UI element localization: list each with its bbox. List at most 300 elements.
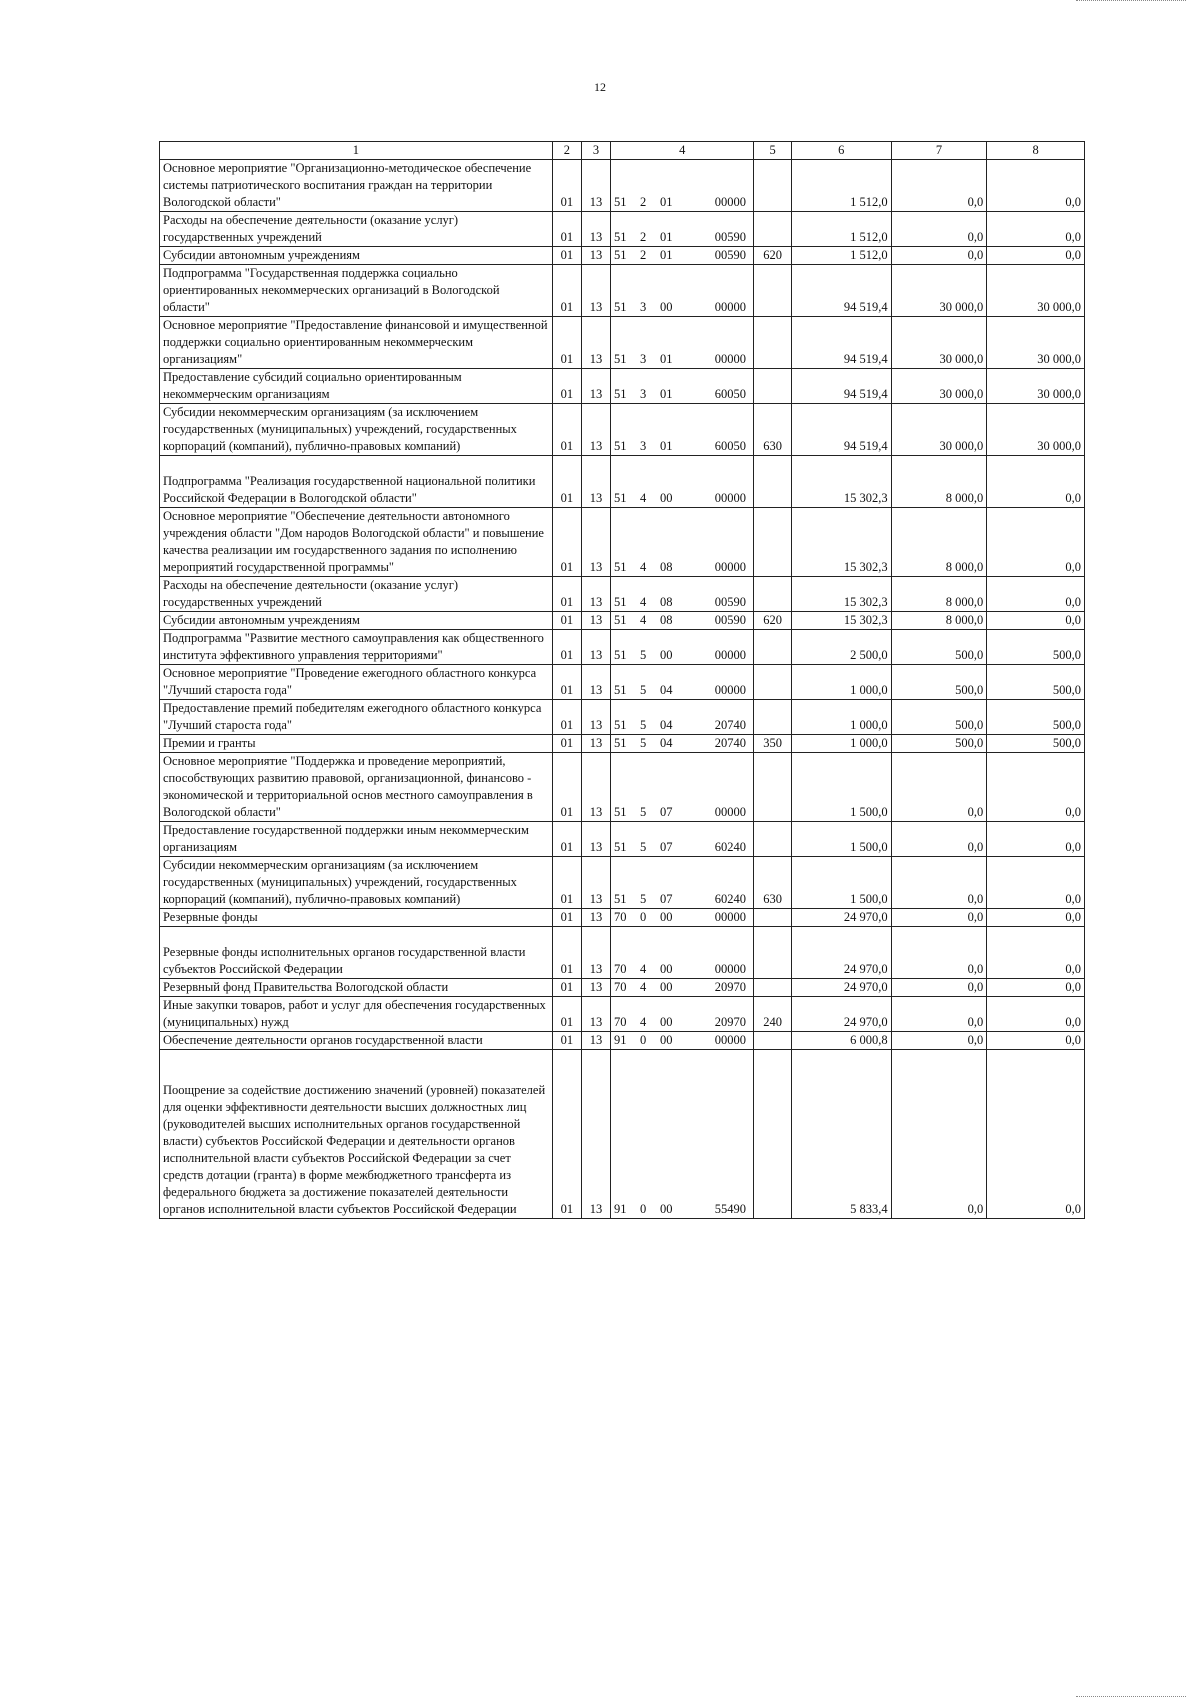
row-amount-cell: 24 970,0: [791, 997, 891, 1032]
target-article-part-2: 3: [640, 352, 647, 366]
row-name-cell: Основное мероприятие "Предоставление финансовой и имущественной поддержки социально ориентированным некоммерческим организациям": [160, 317, 553, 369]
row-target-article-cell: [611, 665, 754, 700]
row-section-cell: 01: [552, 753, 581, 822]
header-col-7: 7: [891, 142, 987, 160]
target-article-part-2: 0: [640, 1033, 647, 1047]
row-section-cell: 01: [552, 1050, 581, 1219]
row-amount-cell: 94 519,4: [791, 317, 891, 369]
row-expense-type-cell: [754, 265, 791, 317]
row-name-cell: Основное мероприятие "Обеспечение деятельности автономного учреждения области "Дом народов Вологодской области" и повышение качества реализации им государственного задания по исполнению мероприятий государственной программы": [160, 508, 553, 577]
row-amount-cell: 0,0: [987, 753, 1085, 822]
target-article-part-3: 01: [660, 195, 673, 209]
target-article-part-4: 20970: [714, 1015, 747, 1029]
row-amount-cell: 0,0: [891, 160, 987, 212]
target-article-part-4: 00000: [714, 195, 747, 209]
scan-edge-mark-bottom: [1076, 1693, 1186, 1697]
row-amount-cell: 0,0: [987, 1050, 1085, 1219]
target-article-part-1: 51: [614, 892, 627, 906]
row-amount-cell: 15 302,3: [791, 456, 891, 508]
target-article-part-1: 91: [614, 1202, 627, 1216]
row-section-cell: 01: [552, 735, 581, 753]
row-amount-cell: 0,0: [891, 909, 987, 927]
row-target-article-cell: [611, 822, 754, 857]
row-section-cell: 01: [552, 456, 581, 508]
target-article-part-4: 00590: [714, 613, 747, 627]
row-name-cell: Субсидии некоммерческим организациям (за исключением государственных (муниципальных) учреждений, государственных корпораций (компаний), публично-правовых компаний): [160, 404, 553, 456]
row-subsection-cell: 13: [581, 247, 610, 265]
header-col-5: 5: [754, 142, 791, 160]
row-expense-type-cell: 620: [754, 612, 791, 630]
row-expense-type-cell: [754, 909, 791, 927]
row-amount-cell: 0,0: [987, 212, 1085, 247]
row-amount-cell: 8 000,0: [891, 612, 987, 630]
row-section-cell: 01: [552, 508, 581, 577]
target-article-part-1: 51: [614, 840, 627, 854]
row-section-cell: 01: [552, 927, 581, 979]
row-subsection-cell: 13: [581, 822, 610, 857]
target-article-part-1: 70: [614, 962, 627, 976]
target-article-part-3: 07: [660, 892, 673, 906]
row-target-article-cell: [611, 1050, 754, 1219]
target-article-part-2: 4: [640, 613, 647, 627]
table-row: [160, 700, 1085, 735]
target-article-part-2: 5: [640, 840, 647, 854]
row-amount-cell: 1 512,0: [791, 247, 891, 265]
row-expense-type-cell: [754, 630, 791, 665]
row-subsection-cell: 13: [581, 456, 610, 508]
row-name-cell: Премии и гранты: [160, 735, 553, 753]
table-header-row: [160, 142, 1085, 160]
row-amount-cell: 1 500,0: [791, 857, 891, 909]
row-amount-cell: 24 970,0: [791, 909, 891, 927]
target-article-part-4: 20970: [714, 980, 747, 994]
row-amount-cell: 0,0: [987, 456, 1085, 508]
target-article-part-1: 51: [614, 230, 627, 244]
row-target-article-cell: [611, 927, 754, 979]
row-target-article-cell: [611, 612, 754, 630]
row-expense-type-cell: [754, 822, 791, 857]
row-amount-cell: 0,0: [987, 612, 1085, 630]
target-article-part-4: 60050: [714, 387, 747, 401]
row-target-article-cell: [611, 753, 754, 822]
row-amount-cell: 24 970,0: [791, 927, 891, 979]
budget-table-body: [160, 142, 1085, 1219]
row-amount-cell: 94 519,4: [791, 404, 891, 456]
row-amount-cell: 1 500,0: [791, 822, 891, 857]
row-amount-cell: 94 519,4: [791, 369, 891, 404]
row-amount-cell: 0,0: [891, 927, 987, 979]
row-target-article-cell: [611, 997, 754, 1032]
row-amount-cell: 0,0: [891, 822, 987, 857]
target-article-part-2: 0: [640, 910, 647, 924]
table-row: [160, 909, 1085, 927]
target-article-part-4: 00000: [714, 1033, 747, 1047]
table-row: [160, 265, 1085, 317]
row-target-article-cell: [611, 508, 754, 577]
row-expense-type-cell: 620: [754, 247, 791, 265]
row-amount-cell: 30 000,0: [987, 265, 1085, 317]
budget-table: [159, 141, 1085, 1219]
row-subsection-cell: 13: [581, 979, 610, 997]
row-subsection-cell: 13: [581, 927, 610, 979]
target-article-part-1: 70: [614, 1015, 627, 1029]
row-amount-cell: 500,0: [891, 665, 987, 700]
row-name-cell: Предоставление премий победителям ежегодного областного конкурса "Лучший староста года": [160, 700, 553, 735]
row-amount-cell: 500,0: [987, 735, 1085, 753]
row-section-cell: 01: [552, 265, 581, 317]
target-article-part-2: 4: [640, 595, 647, 609]
row-amount-cell: 8 000,0: [891, 508, 987, 577]
target-article-part-3: 01: [660, 387, 673, 401]
row-target-article-cell: [611, 577, 754, 612]
target-article-part-4: 00590: [714, 248, 747, 262]
target-article-part-3: 01: [660, 439, 673, 453]
target-article-part-1: 51: [614, 718, 627, 732]
target-article-part-1: 51: [614, 248, 627, 262]
row-target-article-cell: [611, 979, 754, 997]
row-target-article-cell: [611, 247, 754, 265]
row-amount-cell: 500,0: [987, 700, 1085, 735]
target-article-part-2: 5: [640, 892, 647, 906]
row-amount-cell: 0,0: [987, 979, 1085, 997]
table-row: [160, 979, 1085, 997]
row-amount-cell: 30 000,0: [987, 404, 1085, 456]
row-expense-type-cell: [754, 1050, 791, 1219]
row-expense-type-cell: 350: [754, 735, 791, 753]
table-row: [160, 753, 1085, 822]
row-subsection-cell: 13: [581, 265, 610, 317]
row-name-cell: Резервные фонды: [160, 909, 553, 927]
row-name-cell: Предоставление субсидий социально ориентированным некоммерческим организациям: [160, 369, 553, 404]
row-section-cell: 01: [552, 160, 581, 212]
target-article-part-2: 4: [640, 1015, 647, 1029]
row-amount-cell: 0,0: [987, 577, 1085, 612]
row-amount-cell: 6 000,8: [791, 1032, 891, 1050]
row-target-article-cell: [611, 404, 754, 456]
row-name-cell: Субсидии автономным учреждениям: [160, 247, 553, 265]
row-amount-cell: 0,0: [987, 822, 1085, 857]
row-expense-type-cell: [754, 369, 791, 404]
row-subsection-cell: 13: [581, 997, 610, 1032]
target-article-part-4: 60240: [714, 892, 747, 906]
row-amount-cell: 500,0: [987, 665, 1085, 700]
row-name-cell: Расходы на обеспечение деятельности (оказание услуг) государственных учреждений: [160, 212, 553, 247]
scan-edge-mark: [1076, 0, 1186, 4]
row-name-cell: Основное мероприятие "Организационно-методическое обеспечение системы патриотического воспитания граждан на территории Вологодской области": [160, 160, 553, 212]
table-row: [160, 1032, 1085, 1050]
target-article-part-4: 00590: [714, 230, 747, 244]
row-name-cell: Основное мероприятие "Проведение ежегодного областного конкурса "Лучший староста года": [160, 665, 553, 700]
row-target-article-cell: [611, 630, 754, 665]
row-expense-type-cell: [754, 1032, 791, 1050]
target-article-part-2: 5: [640, 683, 647, 697]
row-amount-cell: 0,0: [891, 212, 987, 247]
row-amount-cell: 24 970,0: [791, 979, 891, 997]
row-target-article-cell: [611, 160, 754, 212]
row-amount-cell: 0,0: [987, 909, 1085, 927]
row-amount-cell: 2 500,0: [791, 630, 891, 665]
row-amount-cell: 1 512,0: [791, 160, 891, 212]
target-article-part-2: 3: [640, 439, 647, 453]
row-expense-type-cell: [754, 700, 791, 735]
row-amount-cell: 1 512,0: [791, 212, 891, 247]
target-article-part-2: 4: [640, 962, 647, 976]
row-section-cell: 01: [552, 247, 581, 265]
row-name-cell: Субсидии некоммерческим организациям (за исключением государственных (муниципальных) учреждений, государственных корпораций (компаний), публично-правовых компаний): [160, 857, 553, 909]
table-row: [160, 612, 1085, 630]
table-row: [160, 456, 1085, 508]
target-article-part-1: 51: [614, 595, 627, 609]
row-expense-type-cell: [754, 456, 791, 508]
target-article-part-3: 07: [660, 840, 673, 854]
row-subsection-cell: 13: [581, 1032, 610, 1050]
row-amount-cell: 30 000,0: [891, 369, 987, 404]
target-article-part-2: 2: [640, 195, 647, 209]
row-subsection-cell: 13: [581, 317, 610, 369]
row-expense-type-cell: [754, 927, 791, 979]
row-expense-type-cell: [754, 317, 791, 369]
target-article-part-1: 51: [614, 491, 627, 505]
row-expense-type-cell: [754, 508, 791, 577]
row-amount-cell: 15 302,3: [791, 612, 891, 630]
row-section-cell: 01: [552, 909, 581, 927]
target-article-part-4: 00000: [714, 491, 747, 505]
target-article-part-3: 00: [660, 962, 673, 976]
row-target-article-cell: [611, 369, 754, 404]
row-amount-cell: 0,0: [891, 857, 987, 909]
row-subsection-cell: 13: [581, 857, 610, 909]
target-article-part-1: 51: [614, 736, 627, 750]
row-subsection-cell: 13: [581, 909, 610, 927]
row-name-cell: Обеспечение деятельности органов государственной власти: [160, 1032, 553, 1050]
target-article-part-3: 04: [660, 718, 673, 732]
target-article-part-2: 3: [640, 300, 647, 314]
target-article-part-2: 2: [640, 248, 647, 262]
row-amount-cell: 500,0: [891, 630, 987, 665]
target-article-part-2: 5: [640, 718, 647, 732]
table-row: [160, 822, 1085, 857]
table-row: [160, 997, 1085, 1032]
target-article-part-3: 00: [660, 910, 673, 924]
row-target-article-cell: [611, 857, 754, 909]
row-target-article-cell: [611, 317, 754, 369]
target-article-part-3: 04: [660, 736, 673, 750]
row-subsection-cell: 13: [581, 735, 610, 753]
target-article-part-4: 60240: [714, 840, 747, 854]
header-col-3: 3: [581, 142, 610, 160]
row-amount-cell: 0,0: [987, 927, 1085, 979]
target-article-part-2: 5: [640, 805, 647, 819]
row-name-cell: Подпрограмма "Государственная поддержка социально ориентированных некоммерческих организаций в Вологодской области": [160, 265, 553, 317]
target-article-part-4: 20740: [714, 718, 747, 732]
table-row: [160, 927, 1085, 979]
row-expense-type-cell: [754, 979, 791, 997]
target-article-part-3: 00: [660, 648, 673, 662]
row-amount-cell: 0,0: [891, 1032, 987, 1050]
row-section-cell: 01: [552, 1032, 581, 1050]
row-subsection-cell: 13: [581, 630, 610, 665]
row-section-cell: 01: [552, 822, 581, 857]
row-amount-cell: 30 000,0: [987, 369, 1085, 404]
row-section-cell: 01: [552, 612, 581, 630]
row-section-cell: 01: [552, 630, 581, 665]
row-subsection-cell: 13: [581, 753, 610, 822]
row-expense-type-cell: 630: [754, 857, 791, 909]
row-amount-cell: 500,0: [891, 700, 987, 735]
row-amount-cell: 8 000,0: [891, 577, 987, 612]
row-subsection-cell: 13: [581, 369, 610, 404]
row-amount-cell: 15 302,3: [791, 508, 891, 577]
target-article-part-4: 55490: [714, 1202, 747, 1216]
row-subsection-cell: 13: [581, 212, 610, 247]
row-subsection-cell: 13: [581, 577, 610, 612]
row-section-cell: 01: [552, 317, 581, 369]
target-article-part-4: 00000: [714, 962, 747, 976]
row-subsection-cell: 13: [581, 1050, 610, 1219]
row-name-cell: Субсидии автономным учреждениям: [160, 612, 553, 630]
header-col-8: 8: [987, 142, 1085, 160]
target-article-part-1: 51: [614, 387, 627, 401]
table-row: [160, 1050, 1085, 1219]
target-article-part-2: 2: [640, 230, 647, 244]
row-amount-cell: 1 000,0: [791, 735, 891, 753]
target-article-part-1: 51: [614, 648, 627, 662]
row-amount-cell: 30 000,0: [891, 404, 987, 456]
row-amount-cell: 0,0: [987, 160, 1085, 212]
target-article-part-1: 51: [614, 195, 627, 209]
row-target-article-cell: [611, 1032, 754, 1050]
row-expense-type-cell: [754, 577, 791, 612]
target-article-part-2: 5: [640, 648, 647, 662]
target-article-part-4: 00000: [714, 648, 747, 662]
target-article-part-1: 70: [614, 980, 627, 994]
row-amount-cell: 0,0: [891, 1050, 987, 1219]
target-article-part-4: 20740: [714, 736, 747, 750]
row-name-cell: Подпрограмма "Реализация государственной национальной политики Российской Федерации в Вологодской области": [160, 456, 553, 508]
row-amount-cell: 30 000,0: [891, 265, 987, 317]
row-section-cell: 01: [552, 700, 581, 735]
row-name-cell: Резервный фонд Правительства Вологодской области: [160, 979, 553, 997]
row-expense-type-cell: 240: [754, 997, 791, 1032]
row-name-cell: Подпрограмма "Развитие местного самоуправления как общественного института эффективного управления территориями": [160, 630, 553, 665]
target-article-part-3: 04: [660, 683, 673, 697]
target-article-part-2: 0: [640, 1202, 647, 1216]
row-section-cell: 01: [552, 665, 581, 700]
row-amount-cell: 0,0: [987, 997, 1085, 1032]
table-row: [160, 212, 1085, 247]
row-expense-type-cell: [754, 212, 791, 247]
row-section-cell: 01: [552, 857, 581, 909]
target-article-part-2: 3: [640, 387, 647, 401]
target-article-part-3: 01: [660, 248, 673, 262]
target-article-part-4: 00000: [714, 352, 747, 366]
row-section-cell: 01: [552, 979, 581, 997]
row-name-cell: Расходы на обеспечение деятельности (оказание услуг) государственных учреждений: [160, 577, 553, 612]
target-article-part-4: 00000: [714, 683, 747, 697]
target-article-part-1: 51: [614, 683, 627, 697]
row-name-cell: Резервные фонды исполнительных органов государственной власти субъектов Российской Федерации: [160, 927, 553, 979]
row-amount-cell: 0,0: [987, 508, 1085, 577]
target-article-part-1: 51: [614, 439, 627, 453]
target-article-part-3: 07: [660, 805, 673, 819]
row-subsection-cell: 13: [581, 700, 610, 735]
target-article-part-3: 08: [660, 560, 673, 574]
row-name-cell: Поощрение за содействие достижению значений (уровней) показателей для оценки эффективности деятельности высших должностных лиц (руководителей высших исполнительных органов государственной власти) субъектов Российской Федерации и деятельности органов исполнительной власти субъектов Российской Федерации за счет средств дотации (гранта) в форме межбюджетного трансферта из федерального бюджета за достижение показателей деятельности органов исполнительной власти субъектов Российской Федерации: [160, 1050, 553, 1219]
row-amount-cell: 0,0: [891, 979, 987, 997]
row-amount-cell: 94 519,4: [791, 265, 891, 317]
target-article-part-2: 4: [640, 560, 647, 574]
row-subsection-cell: 13: [581, 508, 610, 577]
row-target-article-cell: [611, 700, 754, 735]
row-amount-cell: 30 000,0: [987, 317, 1085, 369]
target-article-part-4: 00000: [714, 910, 747, 924]
target-article-part-1: 51: [614, 300, 627, 314]
header-col-4: 4: [611, 142, 754, 160]
row-amount-cell: 0,0: [987, 857, 1085, 909]
row-section-cell: 01: [552, 404, 581, 456]
table-row: [160, 630, 1085, 665]
target-article-part-1: 51: [614, 352, 627, 366]
row-amount-cell: 1 500,0: [791, 753, 891, 822]
row-amount-cell: 0,0: [987, 247, 1085, 265]
header-col-2: 2: [552, 142, 581, 160]
row-amount-cell: 0,0: [987, 1032, 1085, 1050]
target-article-part-3: 00: [660, 1033, 673, 1047]
table-row: [160, 160, 1085, 212]
row-expense-type-cell: 630: [754, 404, 791, 456]
row-amount-cell: 15 302,3: [791, 577, 891, 612]
target-article-part-4: 00000: [714, 805, 747, 819]
row-subsection-cell: 13: [581, 160, 610, 212]
row-section-cell: 01: [552, 369, 581, 404]
target-article-part-3: 01: [660, 352, 673, 366]
row-section-cell: 01: [552, 577, 581, 612]
table-row: [160, 317, 1085, 369]
row-amount-cell: 500,0: [987, 630, 1085, 665]
target-article-part-3: 00: [660, 491, 673, 505]
table-row: [160, 404, 1085, 456]
target-article-part-2: 5: [640, 736, 647, 750]
target-article-part-3: 00: [660, 1015, 673, 1029]
target-article-part-1: 51: [614, 560, 627, 574]
row-amount-cell: 5 833,4: [791, 1050, 891, 1219]
target-article-part-4: 00000: [714, 560, 747, 574]
row-amount-cell: 8 000,0: [891, 456, 987, 508]
target-article-part-3: 00: [660, 1202, 673, 1216]
row-expense-type-cell: [754, 665, 791, 700]
table-row: [160, 247, 1085, 265]
row-amount-cell: 0,0: [891, 997, 987, 1032]
table-row: [160, 857, 1085, 909]
row-target-article-cell: [611, 456, 754, 508]
table-row: [160, 665, 1085, 700]
row-target-article-cell: [611, 735, 754, 753]
row-amount-cell: 1 000,0: [791, 700, 891, 735]
row-amount-cell: 500,0: [891, 735, 987, 753]
row-name-cell: Основное мероприятие "Поддержка и проведение мероприятий, способствующих развитию правовой, организационной, финансово - экономической и территориальной основ местного самоуправления в Вологодской области": [160, 753, 553, 822]
table-row: [160, 369, 1085, 404]
target-article-part-1: 51: [614, 613, 627, 627]
target-article-part-4: 00590: [714, 595, 747, 609]
row-name-cell: Предоставление государственной поддержки иным некоммерческим организациям: [160, 822, 553, 857]
table-row: [160, 508, 1085, 577]
row-name-cell: Иные закупки товаров, работ и услуг для обеспечения государственных (муниципальных) нужд: [160, 997, 553, 1032]
target-article-part-3: 00: [660, 300, 673, 314]
row-amount-cell: 0,0: [891, 753, 987, 822]
row-target-article-cell: [611, 909, 754, 927]
row-expense-type-cell: [754, 160, 791, 212]
row-amount-cell: 0,0: [891, 247, 987, 265]
